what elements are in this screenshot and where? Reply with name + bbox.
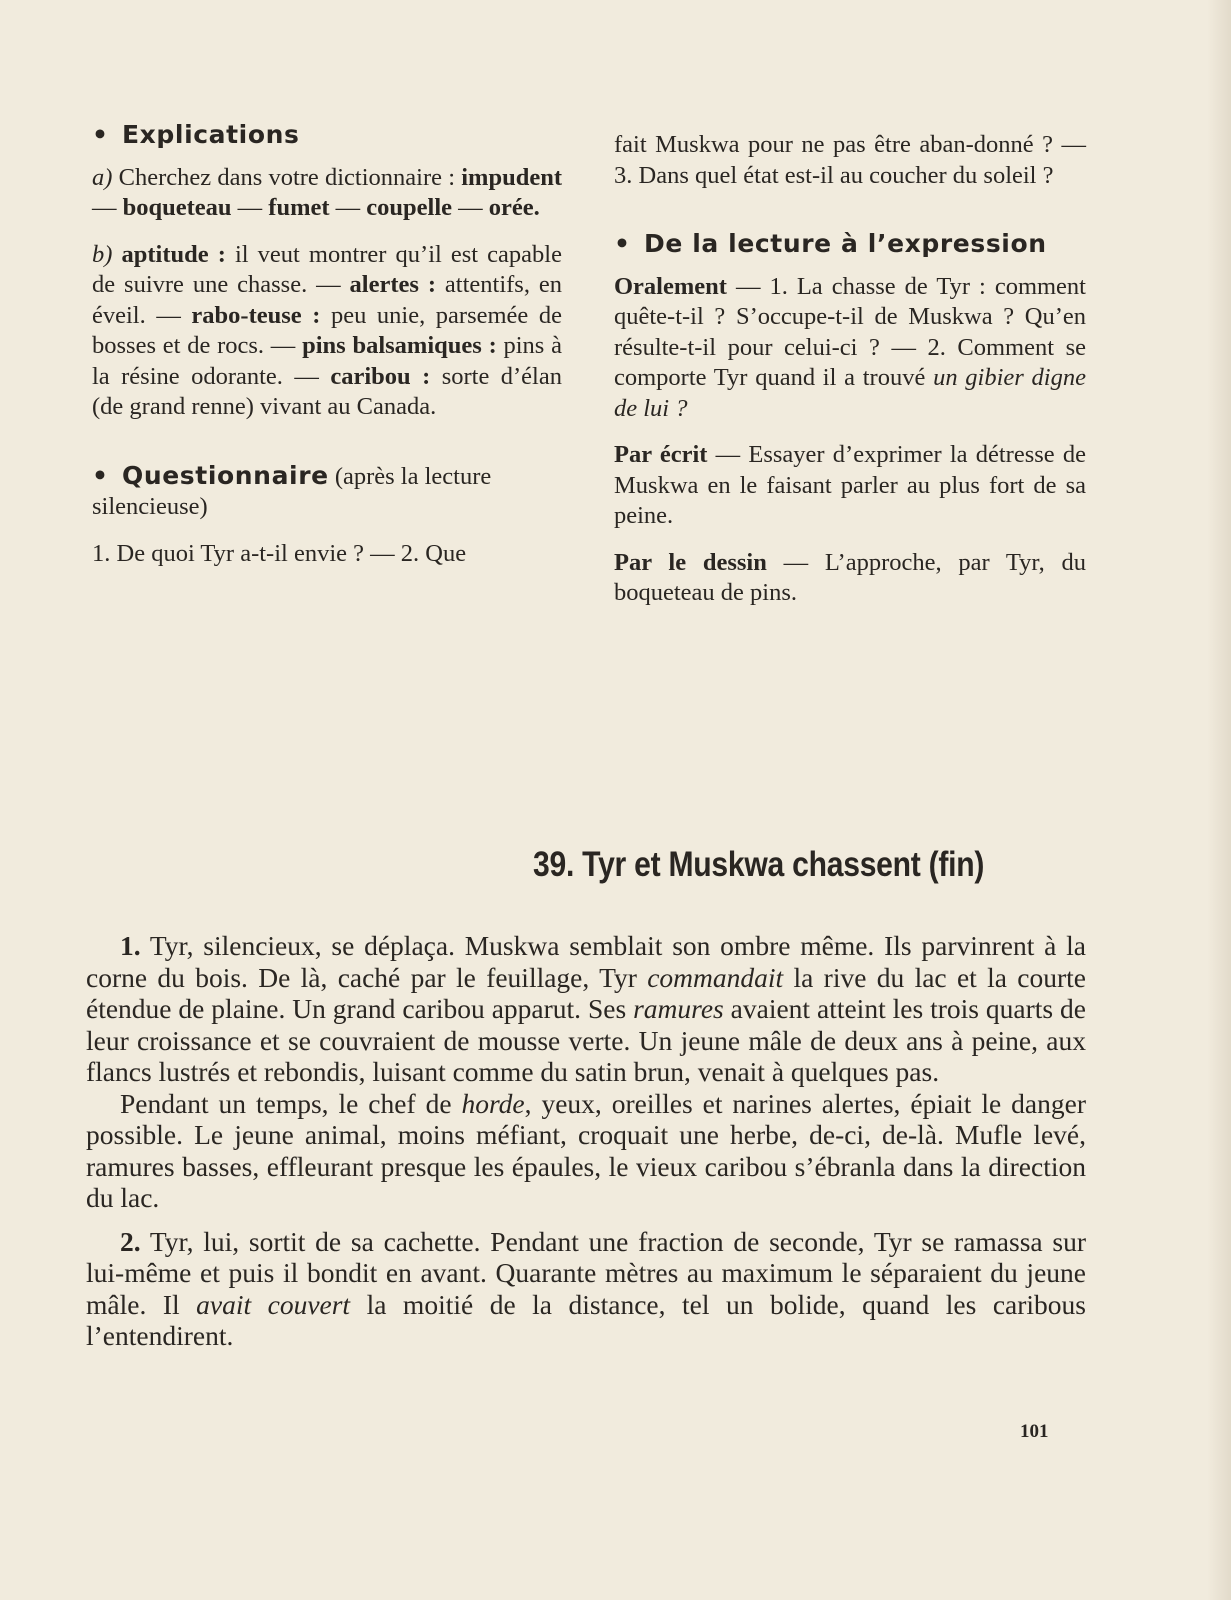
oralement-italic: un gibier digne de lui ? <box>614 364 1086 422</box>
definition-text: sorte d’élan (de grand renne) vivant au Canada. <box>92 362 562 420</box>
oralement-label: Oralement <box>614 272 727 300</box>
questionnaire-heading <box>92 461 562 523</box>
story-italic: horde <box>461 1087 525 1119</box>
definition-text: il veut montrer qu’il est capable de suivre une chasse. — <box>92 240 562 298</box>
story-paragraph-3 <box>86 1226 1086 1352</box>
vocab-word: impudent <box>461 163 562 191</box>
oralement-paragraph <box>614 272 1086 425</box>
vocab-word: orée. <box>488 194 540 221</box>
story-span: la rive du lac et la courte étendue de plaine. Un grand caribou apparut. Ses <box>86 961 1086 1024</box>
story-span: Tyr, lui, sortit de sa cachette. Pendant une fraction de seconde, Tyr se ramassa sur lui-même et puis il bondit en avant. Quarante mètres au maximum le séparaient du jeune mâle. Il <box>86 1225 1086 1320</box>
questionnaire-continuation: fait Muskwa pour ne pas être aban-donné ? — 3. Dans quel état est-il au coucher du soleil ? <box>614 131 1086 189</box>
a-marker: a) <box>92 163 113 191</box>
explications-heading <box>92 120 562 151</box>
definition-text: attentifs, en éveil. — <box>92 271 562 329</box>
explications-title: Explications <box>122 120 300 149</box>
definition-text: peu unie, parsemée de bosses et de rocs. — <box>92 301 562 359</box>
definition-term: aptitude : <box>121 240 226 268</box>
left-column <box>92 120 562 569</box>
questionnaire-text: 1. De quoi Tyr a-t-il envie ? — 2. Que <box>92 539 467 567</box>
b-marker: b) <box>92 240 113 268</box>
paragraph-number: 2. <box>120 1225 141 1257</box>
oralement-text: — 1. La chasse de Tyr : comment quête-t-il ? S’occupe-t-il de Muskwa ? Qu’en résulte-t-il pour celui-ci ? — 2. Comment se comporte Tyr quand il a trouvé <box>614 272 1086 391</box>
vocab-word: coupelle <box>366 194 453 221</box>
dessin-paragraph <box>614 548 1086 609</box>
story-paragraph-1 <box>86 930 1086 1088</box>
right-column <box>614 130 1086 609</box>
page-edge-shadow <box>1207 0 1231 1600</box>
questionnaire-subtitle: (après la lecture silencieuse) <box>92 462 492 520</box>
dessin-label: Par le dessin <box>614 548 767 576</box>
bullet-icon: • <box>92 120 109 149</box>
definition-term: pins balsamiques : <box>302 332 497 359</box>
bullet-icon: • <box>614 229 631 258</box>
story-span: Tyr, silencieux, se déplaça. Muskwa semblait son ombre même. Ils parvinrent à la corne du bois. De là, caché par le feuillage, Tyr <box>86 930 1086 993</box>
bullet-icon: • <box>92 460 109 490</box>
story-italic: avait couvert <box>196 1288 351 1320</box>
story-span: avaient atteint les trois quarts de leur croissance et se couvraient de mousse verte. Un jeune mâle de deux ans à peine, aux flancs lustrés et rebondis, luisant comme du satin brun, venait à quelques pas. <box>86 993 1086 1087</box>
ecrit-paragraph <box>614 440 1086 532</box>
explications-a: a) Cherchez dans votre dictionnaire : impudent — boqueteau — fumet — coupelle — orée. <box>92 163 562 221</box>
page-number: 101 <box>1020 1421 1049 1442</box>
story-paragraph-2 <box>86 1088 1086 1214</box>
story-italic: commandait <box>647 961 784 993</box>
paragraph-number: 1. <box>120 930 141 961</box>
dessin-text: — L’approche, par Tyr, du boqueteau de pins. <box>614 548 1086 606</box>
definition-term: rabo-teuse : <box>191 301 321 329</box>
ecrit-text: — Essayer d’exprimer la détresse de Muskwa en le faisant parler au plus fort de sa peine. <box>614 441 1086 529</box>
expression-heading <box>614 229 1086 260</box>
explications-b <box>92 240 562 423</box>
chapter-title: 39. Tyr et Muskwa chassent (fin) <box>533 845 985 884</box>
story-italic: ramures <box>633 993 724 1024</box>
a-intro: Cherchez dans votre dictionnaire : <box>112 163 462 191</box>
vocab-word: fumet <box>268 194 330 221</box>
questionnaire-title: Questionnaire <box>122 460 329 490</box>
story-span: , yeux, oreilles et narines alertes, épiait le danger possible. Le jeune animal, moins méfiant, croquait une herbe, de-ci, de-là. Mufle levé, ramures basses, effleurant presque les épaules, le vieux caribou s’ébranla dans la direction du lac. <box>86 1087 1087 1213</box>
definition-term: alertes : <box>349 271 436 298</box>
story-span: la moitié de la distance, tel un bolide, quand les caribous l’entendirent. <box>86 1288 1086 1351</box>
story-text <box>86 930 1086 1352</box>
vocab-word: boqueteau <box>122 194 232 221</box>
expression-title: De la lecture à l’expression <box>644 229 1047 258</box>
definition-text: pins à la résine odorante. — <box>92 332 562 390</box>
ecrit-label: Par écrit <box>614 441 708 468</box>
definition-term: caribou : <box>330 362 431 390</box>
story-span: Pendant un temps, le chef de <box>120 1087 462 1119</box>
